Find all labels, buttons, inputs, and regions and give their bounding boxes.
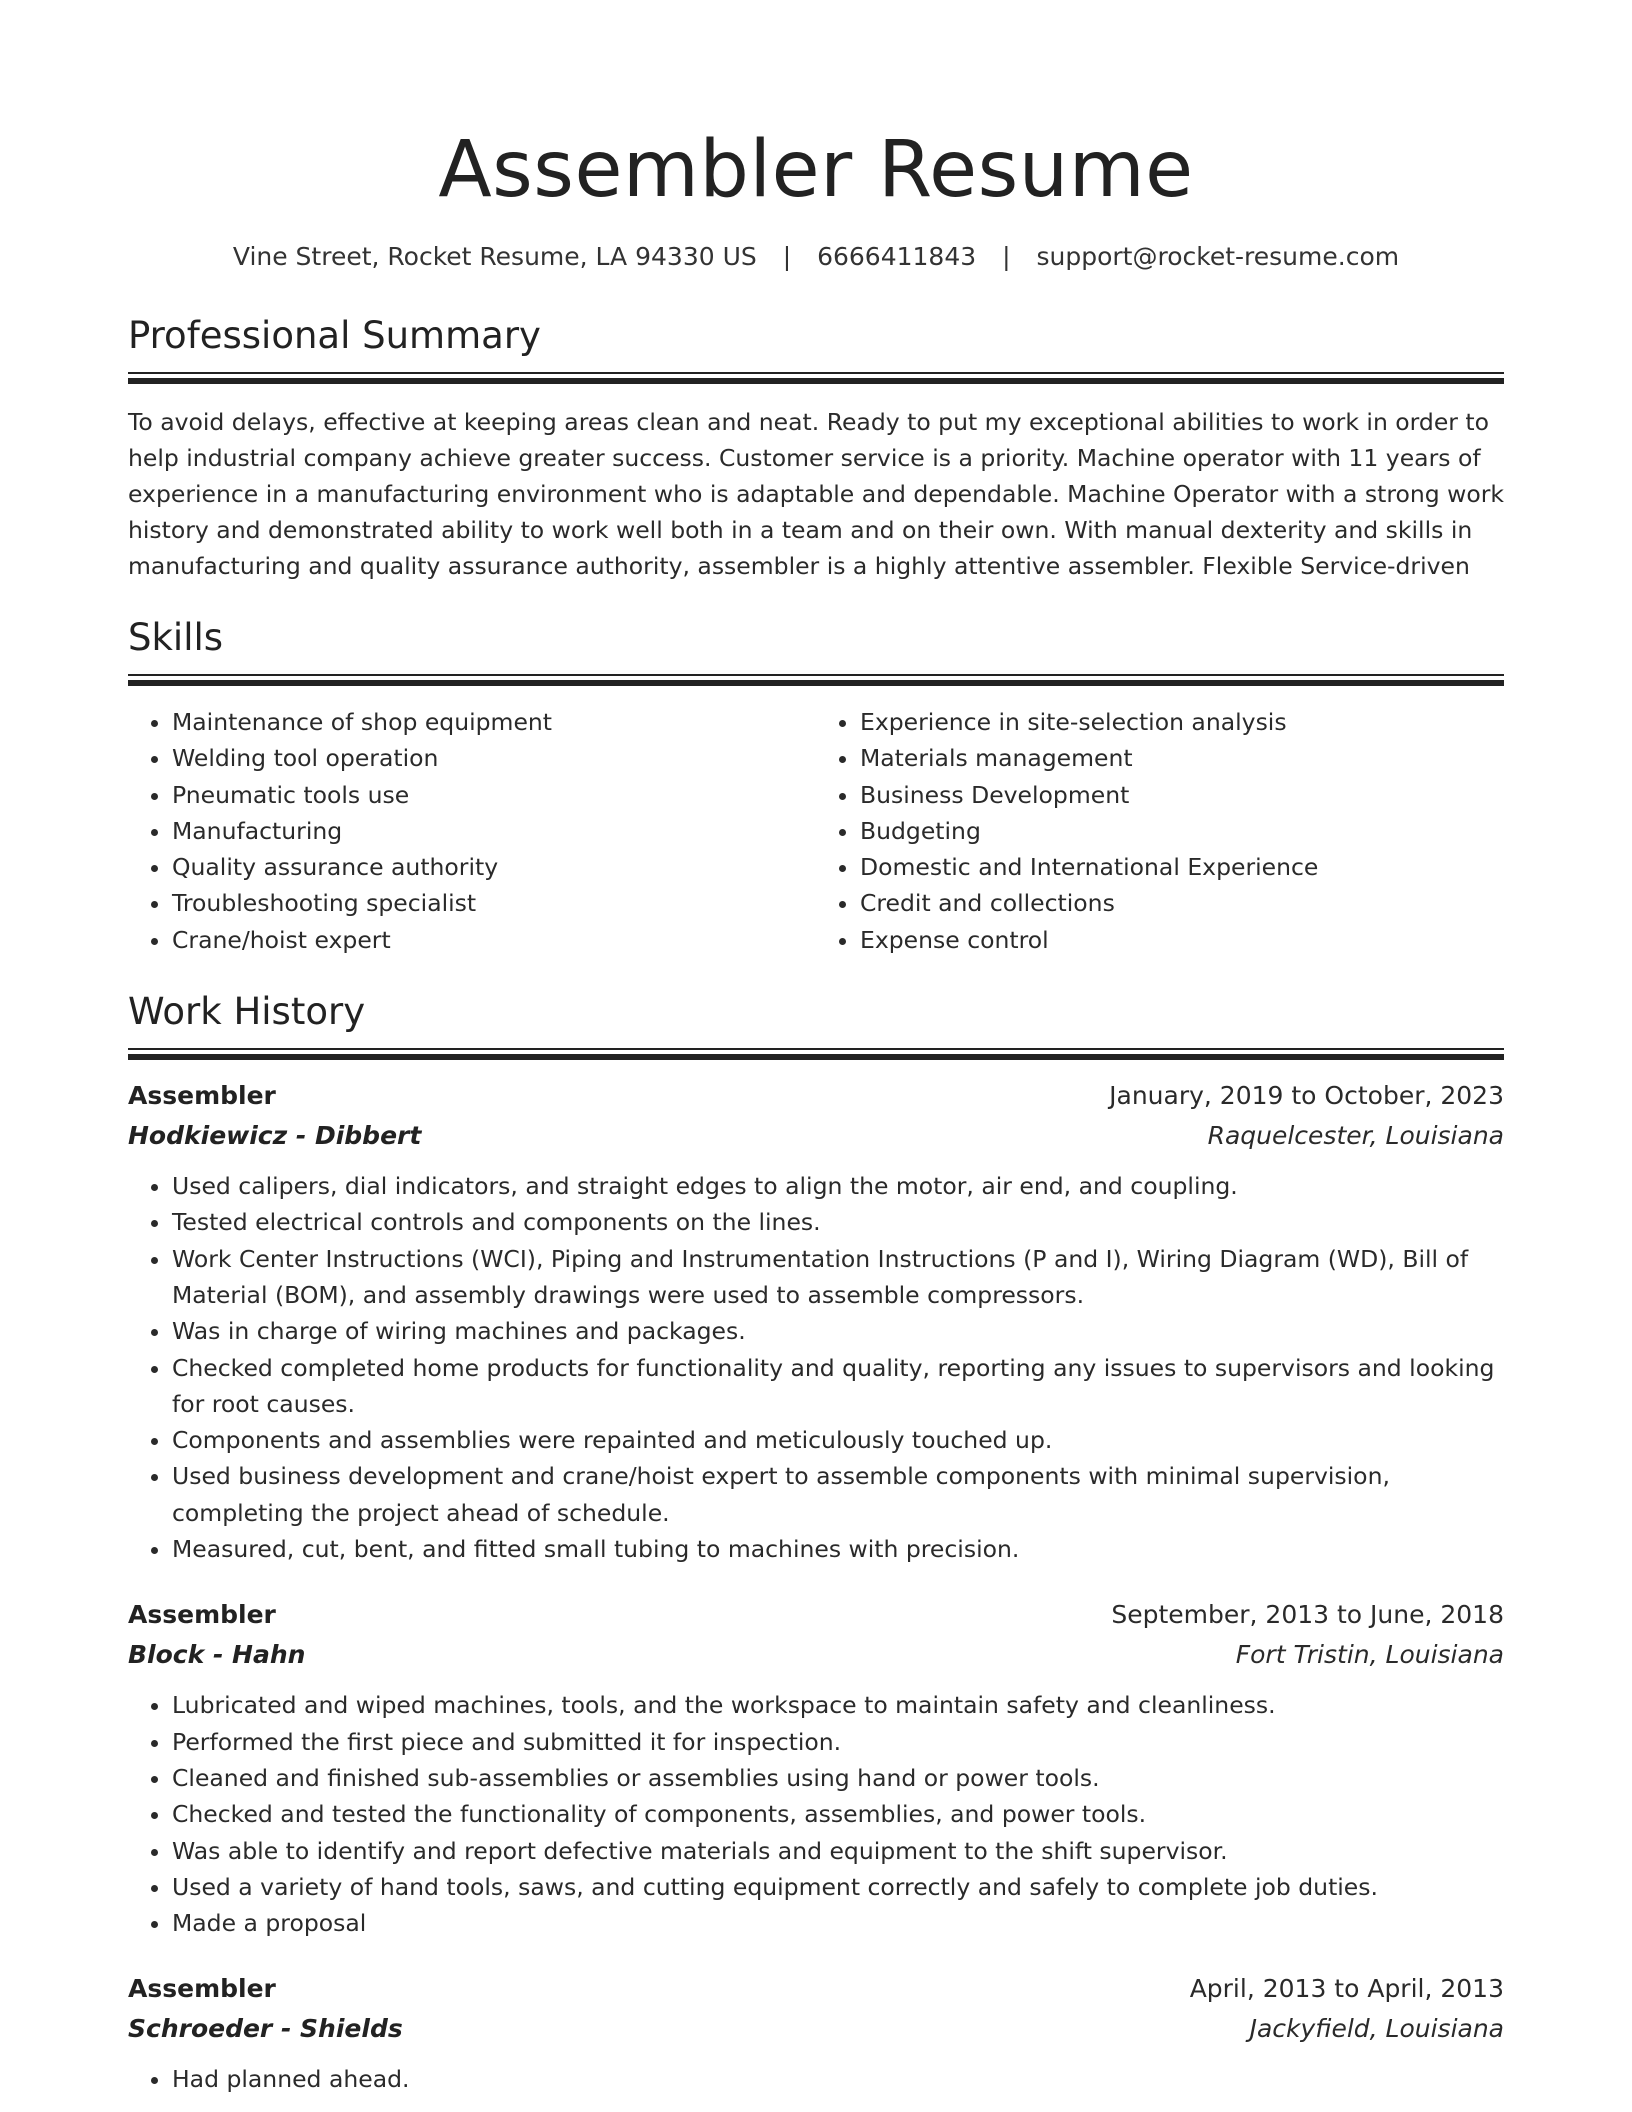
job-bullet: • Work Center Instructions (WCI), Piping and Instrumentation Instructions (P and I), Wiring Diagram (WD), Bill of Material (BOM), and assembly drawings were used to assemble compressors.	[172, 1241, 1504, 1314]
contact-email: support@rocket-resume.com	[1036, 242, 1400, 271]
skill-item: • Domestic and International Experience	[860, 849, 1504, 885]
job-header-row	[128, 1969, 1504, 2009]
skill-item: • Experience in site-selection analysis	[860, 704, 1504, 740]
job-company: Schroeder - Shields	[128, 2014, 403, 2044]
contact-address: Vine Street, Rocket Resume, LA 94330 US	[232, 242, 757, 271]
summary-heading: Professional Summary	[128, 314, 541, 357]
job-bullet: • Was in charge of wiring machines and packages.	[172, 1313, 1504, 1349]
contact-phone: 6666411843	[817, 242, 977, 271]
skill-item: • Welding tool operation	[172, 740, 816, 776]
skills-list-left	[128, 704, 816, 958]
skills-heading: Skills	[128, 616, 224, 659]
job-bullet: • Lubricated and wiped machines, tools, and the workspace to maintain safety and cleanliness.	[172, 1687, 1504, 1723]
skill-item: • Pneumatic tools use	[172, 777, 816, 813]
job-bullet: • Used business development and crane/hoist expert to assemble components with minimal supervision, completing the project ahead of schedule.	[172, 1458, 1504, 1531]
job-bullets	[128, 1687, 1504, 1941]
section-divider	[128, 372, 1504, 384]
job-bullet: • Cleaned and finished sub-assemblies or assemblies using hand or power tools.	[172, 1760, 1504, 1796]
job-dates: September, 2013 to June, 2018	[1111, 1600, 1504, 1630]
skill-item: • Crane/hoist expert	[172, 922, 816, 958]
job-bullet: • Components and assemblies were repainted and meticulously touched up.	[172, 1422, 1504, 1458]
job-title: Assembler	[128, 1600, 276, 1630]
job-company: Block - Hahn	[128, 1640, 306, 1670]
job-bullet: • Had planned ahead.	[172, 2061, 1504, 2097]
job-company: Hodkiewicz - Dibbert	[128, 1121, 422, 1151]
skill-item: • Credit and collections	[860, 885, 1504, 921]
skills-list-right	[816, 704, 1504, 958]
job-bullets	[128, 2061, 1504, 2097]
skill-item: • Quality assurance authority	[172, 849, 816, 885]
job-bullet: • Was able to identify and report defective materials and equipment to the shift supervisor.	[172, 1833, 1504, 1869]
job-bullet: • Made a proposal	[172, 1905, 1504, 1941]
job-bullets	[128, 1168, 1504, 1567]
resume-title: Assembler Resume	[438, 125, 1194, 215]
section-divider	[128, 674, 1504, 686]
skill-item: • Materials management	[860, 740, 1504, 776]
job-title: Assembler	[128, 1974, 276, 2004]
work-history-section	[128, 988, 1504, 2098]
job-entry	[128, 1969, 1504, 2097]
job-header-row	[128, 1076, 1504, 1116]
job-dates: April, 2013 to April, 2013	[1189, 1974, 1504, 2004]
job-bullet: • Used a variety of hand tools, saws, and cutting equipment correctly and safely to complete job duties.	[172, 1869, 1504, 1905]
skills-columns	[128, 704, 1504, 958]
job-entry	[128, 1595, 1504, 1941]
contact-line	[128, 240, 1504, 274]
summary-text: To avoid delays, effective at keeping areas clean and neat. Ready to put my exceptional abilities to work in order to help industrial company achieve greater success. Customer service is a priority. Machine operator with 11 years of experience in a manufacturing environment who is adaptable and dependable. Machine Operator with a strong work history and demonstrated ability to work well both in a team and on their own. With manual dexterity and skills in manufacturing and quality assurance authority, assembler is a highly attentive assembler. Flexible Service-driven	[128, 408, 1505, 580]
skill-item: • Manufacturing	[172, 813, 816, 849]
skill-item: • Business Development	[860, 777, 1504, 813]
job-location: Fort Tristin, Louisiana	[1235, 1640, 1504, 1670]
skills-section	[128, 614, 1504, 958]
job-bullet: • Tested electrical controls and components on the lines.	[172, 1204, 1504, 1240]
job-location: Raquelcester, Louisiana	[1207, 1121, 1504, 1151]
job-bullet: • Used calipers, dial indicators, and straight edges to align the motor, air end, and coupling.	[172, 1168, 1504, 1204]
job-dates: January, 2019 to October, 2023	[1109, 1081, 1504, 1111]
job-company-row	[128, 2009, 1504, 2049]
job-bullet: • Performed the first piece and submitted it for inspection.	[172, 1724, 1504, 1760]
job-title: Assembler	[128, 1081, 276, 1111]
job-company-row	[128, 1116, 1504, 1156]
skill-item: • Troubleshooting specialist	[172, 885, 816, 921]
job-header-row	[128, 1595, 1504, 1635]
skill-item: • Budgeting	[860, 813, 1504, 849]
job-company-row	[128, 1635, 1504, 1675]
skill-item: • Maintenance of shop equipment	[172, 704, 816, 740]
job-bullet: • Measured, cut, bent, and fitted small tubing to machines with precision.	[172, 1531, 1504, 1567]
section-divider	[128, 1048, 1504, 1060]
job-bullet: • Checked and tested the functionality of components, assemblies, and power tools.	[172, 1796, 1504, 1832]
job-entry	[128, 1076, 1504, 1567]
summary-section	[128, 312, 1504, 584]
job-bullet: • Checked completed home products for functionality and quality, reporting any issues to supervisors and looking for root causes.	[172, 1350, 1504, 1423]
job-location: Jackyfield, Louisiana	[1249, 2014, 1504, 2044]
contact-separator: |	[1002, 242, 1011, 271]
work-history-heading: Work History	[128, 990, 366, 1034]
skill-item: • Expense control	[860, 922, 1504, 958]
contact-separator: |	[782, 242, 792, 271]
